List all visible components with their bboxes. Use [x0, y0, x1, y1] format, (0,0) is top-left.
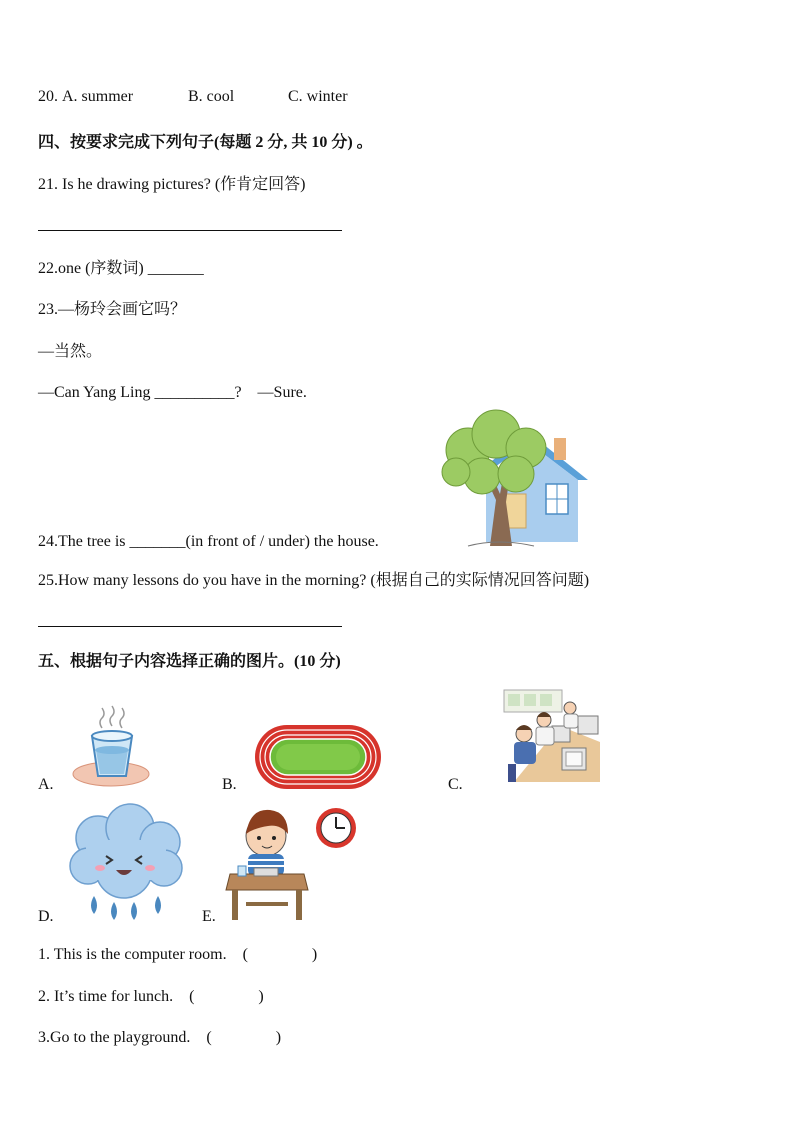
option-c-label: C. — [448, 776, 463, 793]
tree-house-image — [438, 410, 598, 548]
section5-title: 五、根据句子内容选择正确的图片。(10 分) — [38, 653, 341, 670]
q20-number: 20. — [38, 88, 58, 105]
q21-answer-line — [38, 230, 342, 231]
q20-option-c: C. winter — [288, 88, 348, 105]
option-d-label: D. — [38, 908, 54, 925]
q23-answer-cn: —当然。 — [38, 343, 103, 360]
q22-text: 22.one (序数词) _______ — [38, 260, 204, 277]
match-item-1: 1. This is the computer room. ( ) — [38, 946, 318, 963]
match-item-2: 2. It’s time for lunch. ( ) — [38, 988, 264, 1005]
q20-option-b: B. cool — [188, 88, 235, 105]
q23-english: —Can Yang Ling __________? —Sure. — [38, 384, 307, 401]
q20-option-a: A. summer — [62, 88, 134, 105]
section4-title: 四、按要求完成下列句子(每题 2 分, 共 10 分) 。 — [38, 134, 373, 151]
computer-room-image — [500, 686, 604, 790]
option-a-label: A. — [38, 776, 54, 793]
match-item-3: 3.Go to the playground. ( ) — [38, 1029, 282, 1046]
q25-text: 25.How many lessons do you have in the morning? (根据自己的实际情况回答问题) — [38, 572, 590, 589]
lunch-time-image — [226, 806, 358, 924]
option-e-label: E. — [202, 908, 216, 925]
glass-of-water-image — [70, 706, 154, 790]
q24-text: 24.The tree is _______(in front of / under) the house. — [38, 533, 379, 550]
option-b-label: B. — [222, 776, 237, 793]
q25-answer-line — [38, 626, 342, 627]
q23-question-cn: 23.—杨玲会画它吗？ — [38, 301, 187, 318]
playground-image — [254, 724, 382, 790]
q21-text: 21. Is he drawing pictures? (作肯定回答) — [38, 176, 306, 193]
rain-cloud-image — [68, 804, 184, 924]
